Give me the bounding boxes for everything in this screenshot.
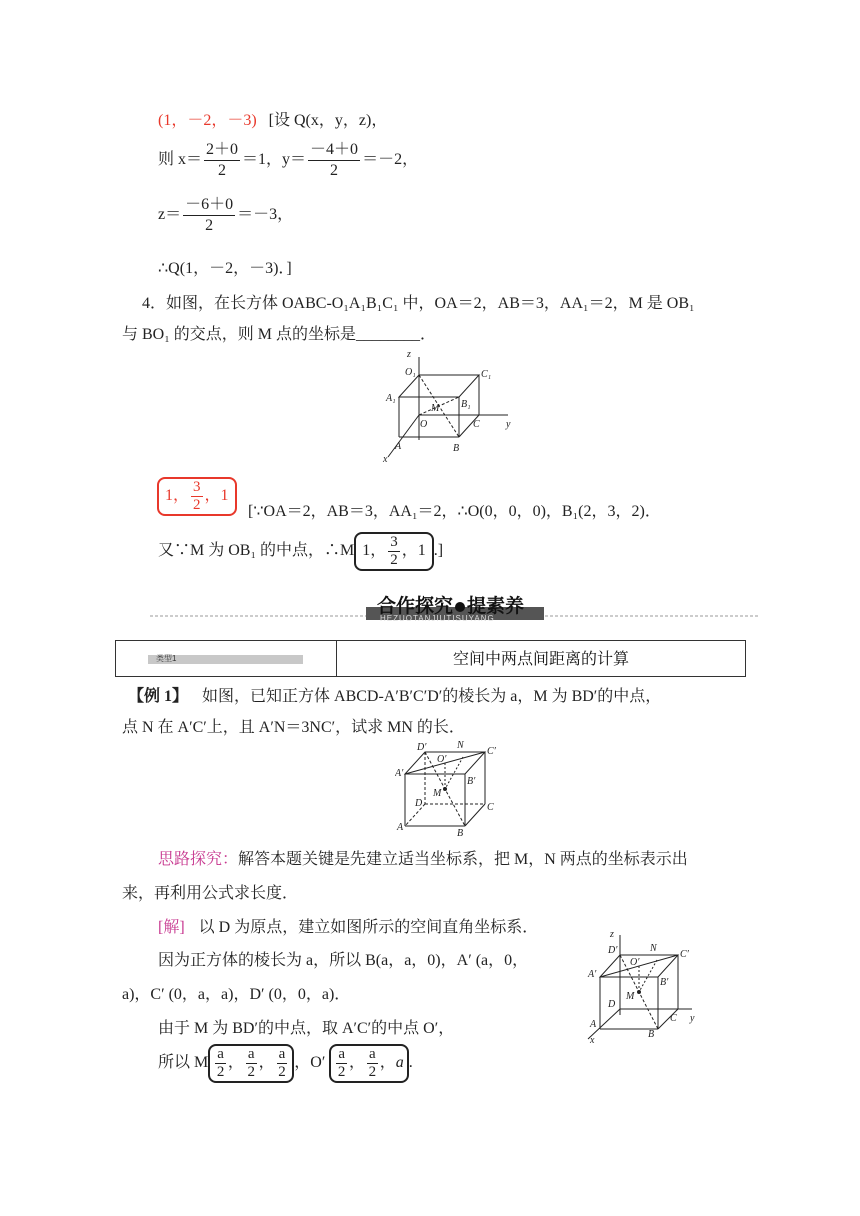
label-B: B	[453, 443, 460, 454]
numerator: －6＋0	[183, 195, 235, 216]
solution-line3: a)，C′ (0，a，a)，D′ (0，0，a)．	[122, 986, 351, 1003]
label-C-prime: C′	[680, 949, 689, 960]
denominator: 2	[337, 1064, 346, 1080]
cube-figure	[395, 740, 505, 840]
label-M: M	[433, 788, 442, 799]
prev-answer-line4: ∴Q(1，－2，－3)．]	[158, 260, 292, 277]
text: 1，	[362, 542, 387, 560]
label-x: x	[590, 1035, 595, 1045]
fraction	[336, 1046, 347, 1081]
text: ，O′	[294, 1054, 326, 1072]
arrow-icon	[455, 602, 465, 612]
label-A-prime: A′	[395, 768, 404, 779]
label-D-prime: D′	[417, 742, 427, 753]
solution-line5	[158, 1044, 413, 1083]
example-1-line1	[128, 683, 661, 706]
label-B1: B₁	[461, 399, 471, 410]
denominator: 2	[368, 1064, 377, 1080]
label-D-prime: D′	[608, 945, 618, 956]
denominator: 2	[390, 552, 398, 568]
cube-axes-figure	[580, 925, 705, 1045]
text: ，1	[204, 487, 229, 505]
label-B: B	[648, 1029, 655, 1040]
example-label: 【例 1】	[128, 688, 189, 705]
label-C: C	[473, 419, 480, 430]
label-z: z	[610, 929, 614, 940]
denominator: 2	[216, 1064, 225, 1080]
denominator: 2	[330, 162, 339, 179]
denominator: 2	[278, 1064, 286, 1080]
text: ＝－2，	[362, 151, 419, 169]
point-M	[443, 787, 447, 791]
fraction	[191, 479, 203, 514]
text: 以 D 为原点，建立如图所示的空间直角坐标系．	[198, 919, 539, 936]
numerator: 3	[193, 479, 201, 495]
numerator: 2＋0	[204, 140, 240, 161]
prev-answer-value: (1，－2，－3)	[158, 112, 257, 129]
label-N: N	[650, 943, 657, 954]
fraction	[388, 534, 400, 569]
cuboid-top	[399, 375, 479, 397]
thinking-line1	[158, 846, 688, 869]
coordinate-bracket	[354, 532, 434, 571]
fraction	[246, 1046, 257, 1081]
prev-answer-line2	[158, 140, 418, 181]
text: .]	[433, 542, 444, 560]
numerator: a	[338, 1046, 346, 1062]
text: ＝－3，	[237, 206, 294, 224]
numerator: 3	[390, 534, 398, 550]
denominator: 2	[247, 1064, 255, 1080]
solution-line4: 由于 M 为 BD′的中点，取 A′C′的中点 O′，	[158, 1020, 455, 1037]
prev-answer-line1	[158, 107, 387, 130]
label-M: M	[431, 403, 440, 414]
type-tag-cell	[116, 641, 337, 676]
text: 又∵M 为 OB₁ 的中点，∴M	[158, 542, 355, 560]
denominator: 2	[205, 217, 214, 234]
solution-line2: 因为正方体的棱长为 a，所以 B(a，a，0)，A′ (a，0，	[158, 952, 529, 969]
x-axis	[388, 415, 419, 457]
section-header-part1: 合作探究	[377, 595, 454, 617]
label-B-prime: B′	[660, 977, 669, 988]
label-A1: A₁	[386, 393, 396, 404]
answer-bracket	[157, 477, 237, 516]
label-z: z	[407, 349, 411, 360]
text: 如图，已知正方体 ABCD-A′B′C′D′的棱长为 a，M 为 BD′的中点，	[202, 688, 662, 705]
question-4-explain-line1: [∵OA＝2，AB＝3，AA₁＝2，∴O(0，0，0)，B₁(2，3，2)．	[248, 503, 661, 520]
label-C-prime: C′	[487, 746, 496, 757]
fraction	[277, 1046, 288, 1081]
text: ＝1，y＝	[242, 151, 307, 169]
point-M	[637, 990, 641, 994]
label-C1: C₁	[481, 369, 492, 380]
type-tag: 类型1	[156, 654, 177, 663]
coordinate-bracket: $\frac{a}{2}$ ， $\frac{a}{2}$ ， $\frac{a}{2}$	[208, 1044, 294, 1083]
section-header-pinyin: HEZUOTANJIUTISUYANG	[380, 614, 495, 623]
label-B-prime: B′	[467, 776, 476, 787]
label-A: A	[590, 1019, 597, 1030]
label-A-prime: A′	[588, 969, 597, 980]
text: 所以 M	[158, 1054, 209, 1072]
label-C: C	[670, 1013, 677, 1024]
label-O1: O₁	[405, 367, 416, 378]
label-y: y	[506, 419, 511, 430]
question-4-line2: 与 BO₁ 的交点，则 M 点的坐标是________．	[122, 326, 437, 343]
text: 1，	[165, 487, 190, 505]
text: .	[408, 1054, 413, 1072]
thinking-line2: 来，再利用公式求长度．	[122, 885, 299, 902]
text: a	[395, 1054, 404, 1072]
denominator: 2	[193, 497, 201, 513]
prev-answer-line1-text: [设 Q(x，y，z)，	[268, 112, 388, 129]
example-1-line2: 点 N 在 A′C′上，且 A′N＝3NC′，试求 MN 的长．	[122, 719, 465, 736]
label-y: y	[690, 1013, 695, 1024]
numerator: a	[369, 1046, 376, 1062]
edge	[465, 804, 485, 826]
question-4-explain-line2	[158, 532, 443, 571]
text: 则 x＝	[158, 151, 203, 169]
solution-line1	[158, 914, 538, 937]
denominator: 2	[218, 162, 227, 179]
label-D: D	[415, 798, 423, 809]
label-x: x	[383, 454, 388, 465]
cuboid-figure	[375, 345, 525, 465]
label-N: N	[457, 740, 464, 751]
label-O-prime: O′	[630, 957, 640, 968]
fraction	[367, 1046, 378, 1081]
type-box	[115, 640, 746, 677]
fraction-y	[308, 140, 360, 181]
question-4-line1: 4．如图，在长方体 OABC-O₁A₁B₁C₁ 中，OA＝2，AB＝3，AA₁＝2，M 是 OB₁	[142, 295, 695, 312]
prev-answer-line3	[158, 195, 293, 236]
solution-label: [解]	[158, 919, 185, 936]
type-title: 空间中两点间距离的计算	[452, 649, 629, 668]
text: z＝	[158, 206, 182, 224]
section-header-part2: 提素养	[467, 595, 525, 617]
label-A: A	[397, 822, 404, 833]
label-D: D	[608, 999, 616, 1010]
numerator: a	[217, 1046, 224, 1062]
coordinate-bracket: $\frac{a}{2}$ ， $\frac{a}{2}$ ，a	[329, 1044, 408, 1083]
label-B: B	[457, 828, 464, 839]
label-O-prime: O′	[437, 754, 447, 765]
thinking-label: 思路探究：	[158, 851, 239, 868]
numerator: a	[247, 1046, 255, 1062]
label-A: A	[395, 441, 402, 452]
fraction-z	[183, 195, 235, 236]
numerator: －4＋0	[308, 140, 360, 161]
question-4-answer	[157, 477, 237, 516]
text: 解答本题关键是先建立适当坐标系，把 M，N 两点的坐标表示出	[238, 851, 688, 868]
label-O: O	[420, 419, 428, 430]
fraction	[215, 1046, 226, 1081]
label-M: M	[626, 991, 635, 1002]
text: ，1	[401, 542, 426, 560]
fraction-x	[204, 140, 240, 181]
label-C: C	[487, 802, 494, 813]
numerator: a	[278, 1046, 286, 1062]
